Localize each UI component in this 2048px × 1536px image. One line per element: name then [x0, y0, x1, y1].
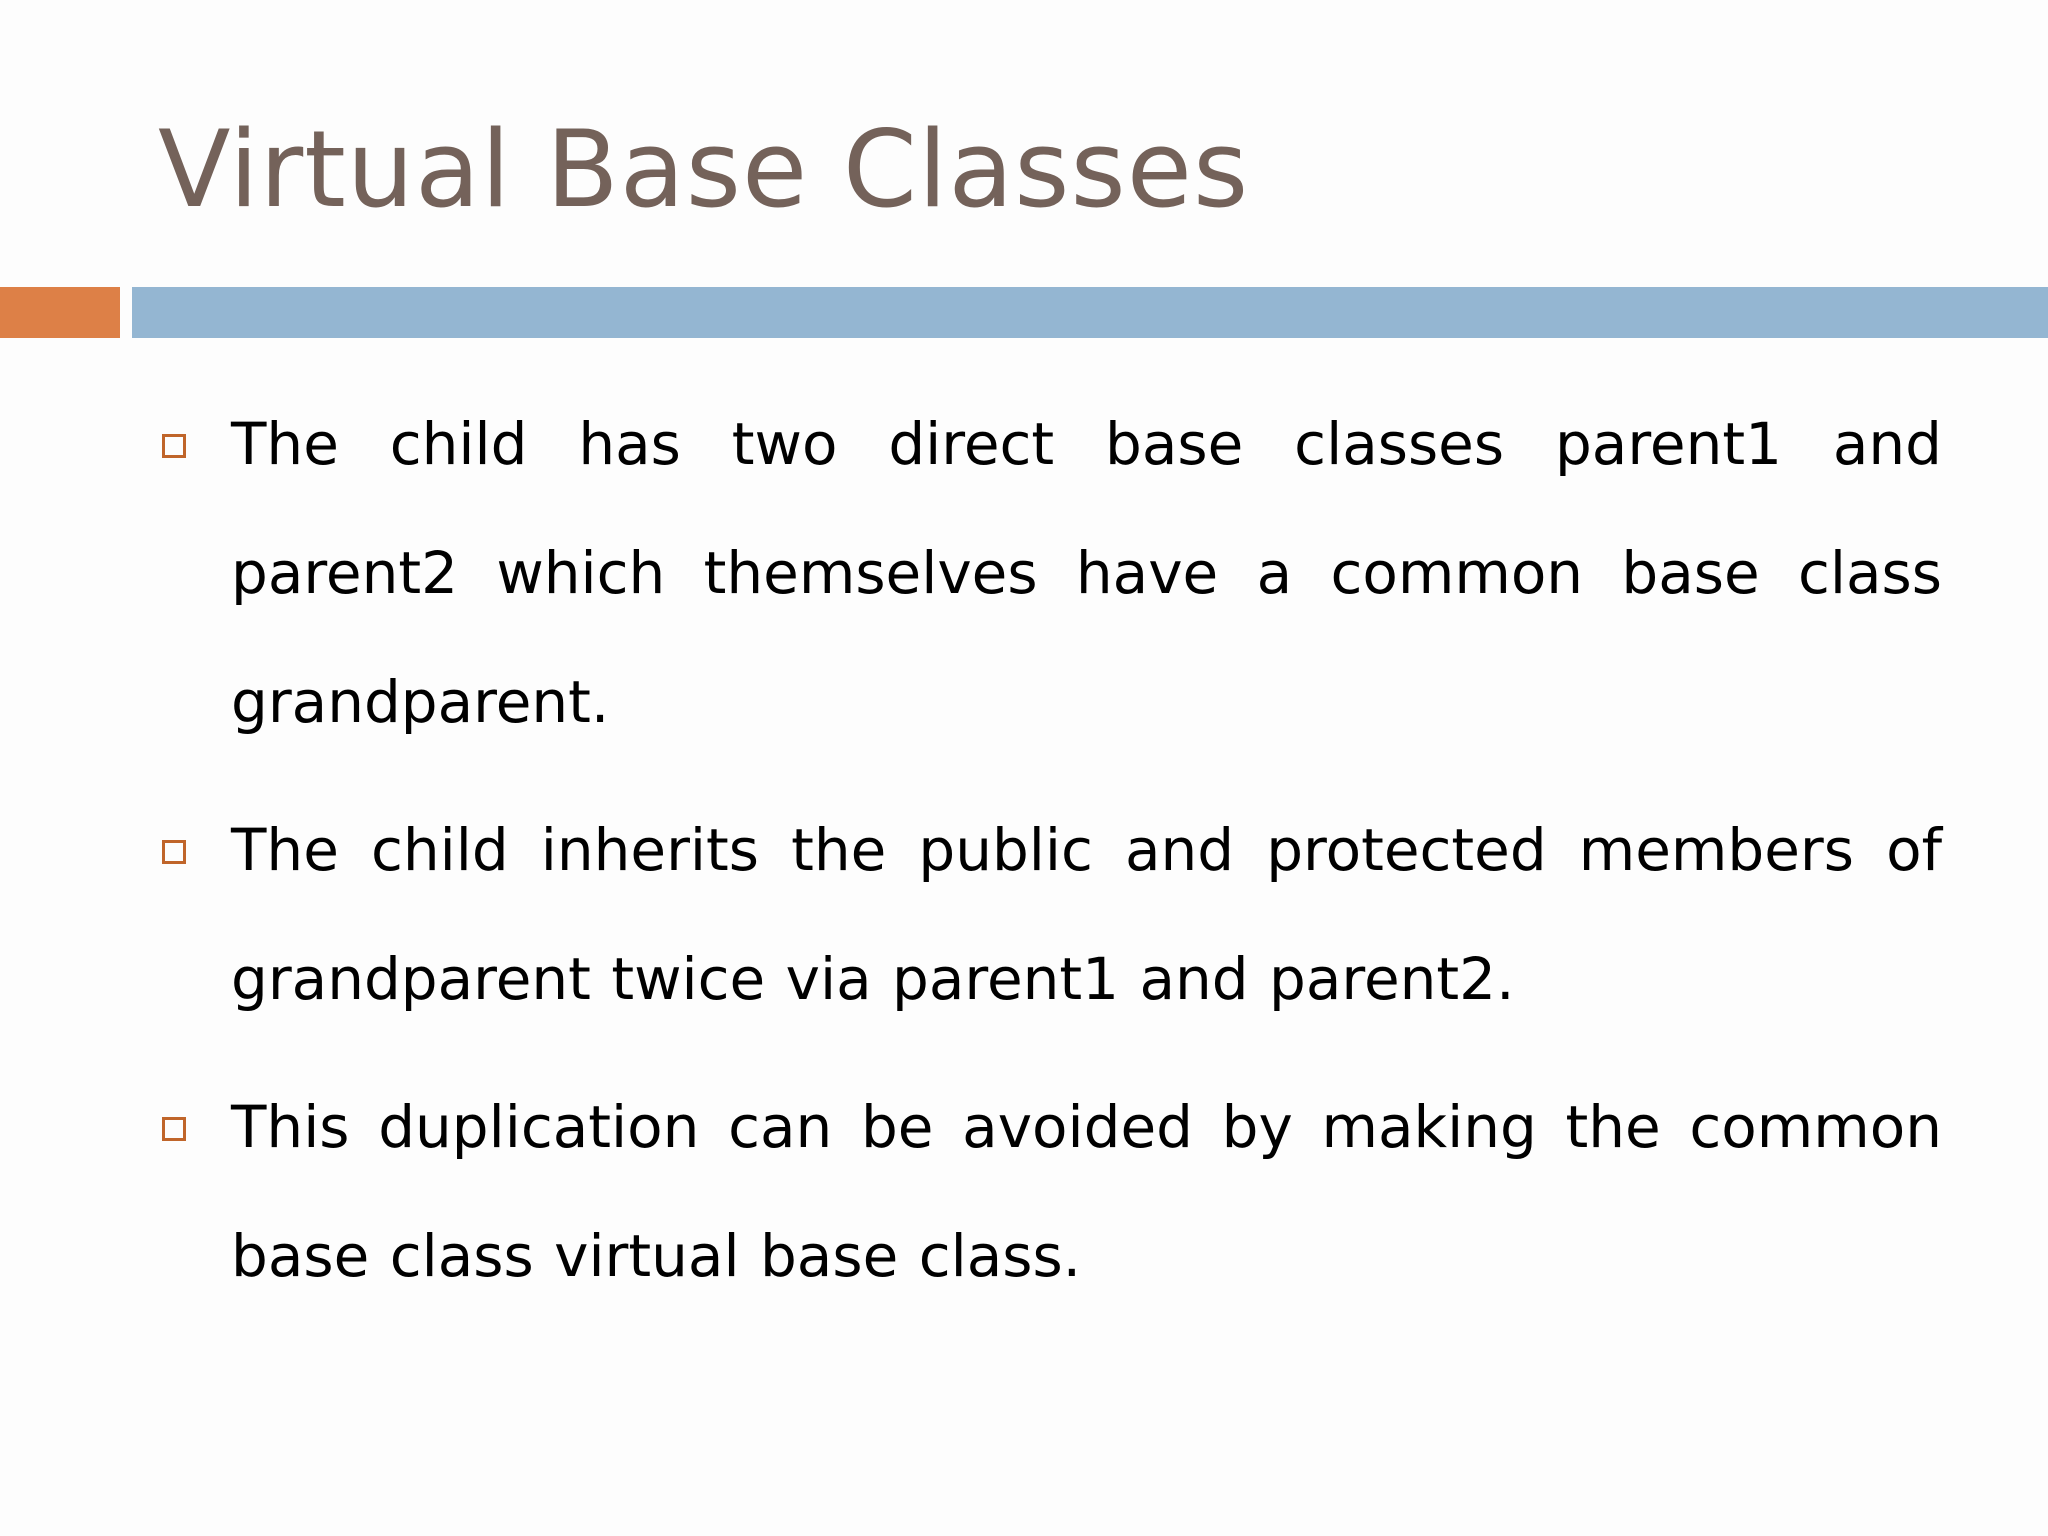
bullet-item [158, 786, 1942, 1044]
hollow-square-icon [162, 434, 186, 458]
bullet-text: The child inherits the public and protected members of grandparent twice via parent1 and parent2. [231, 816, 1942, 1013]
title-accent-bar-blue [132, 287, 2048, 338]
hollow-square-icon [162, 1117, 186, 1141]
title-accent-bar-orange [0, 287, 120, 338]
slide-title: Virtual Base Classes [158, 108, 1250, 231]
bullet-list [158, 380, 1942, 1340]
bullet-item [158, 1063, 1942, 1321]
bullet-item [158, 380, 1942, 767]
bullet-text: The child has two direct base classes parent1 and parent2 which themselves have a common base class grandparent. [231, 410, 1942, 736]
hollow-square-icon [162, 840, 186, 864]
bullet-text: This duplication can be avoided by making the common base class virtual base class. [231, 1093, 1942, 1290]
